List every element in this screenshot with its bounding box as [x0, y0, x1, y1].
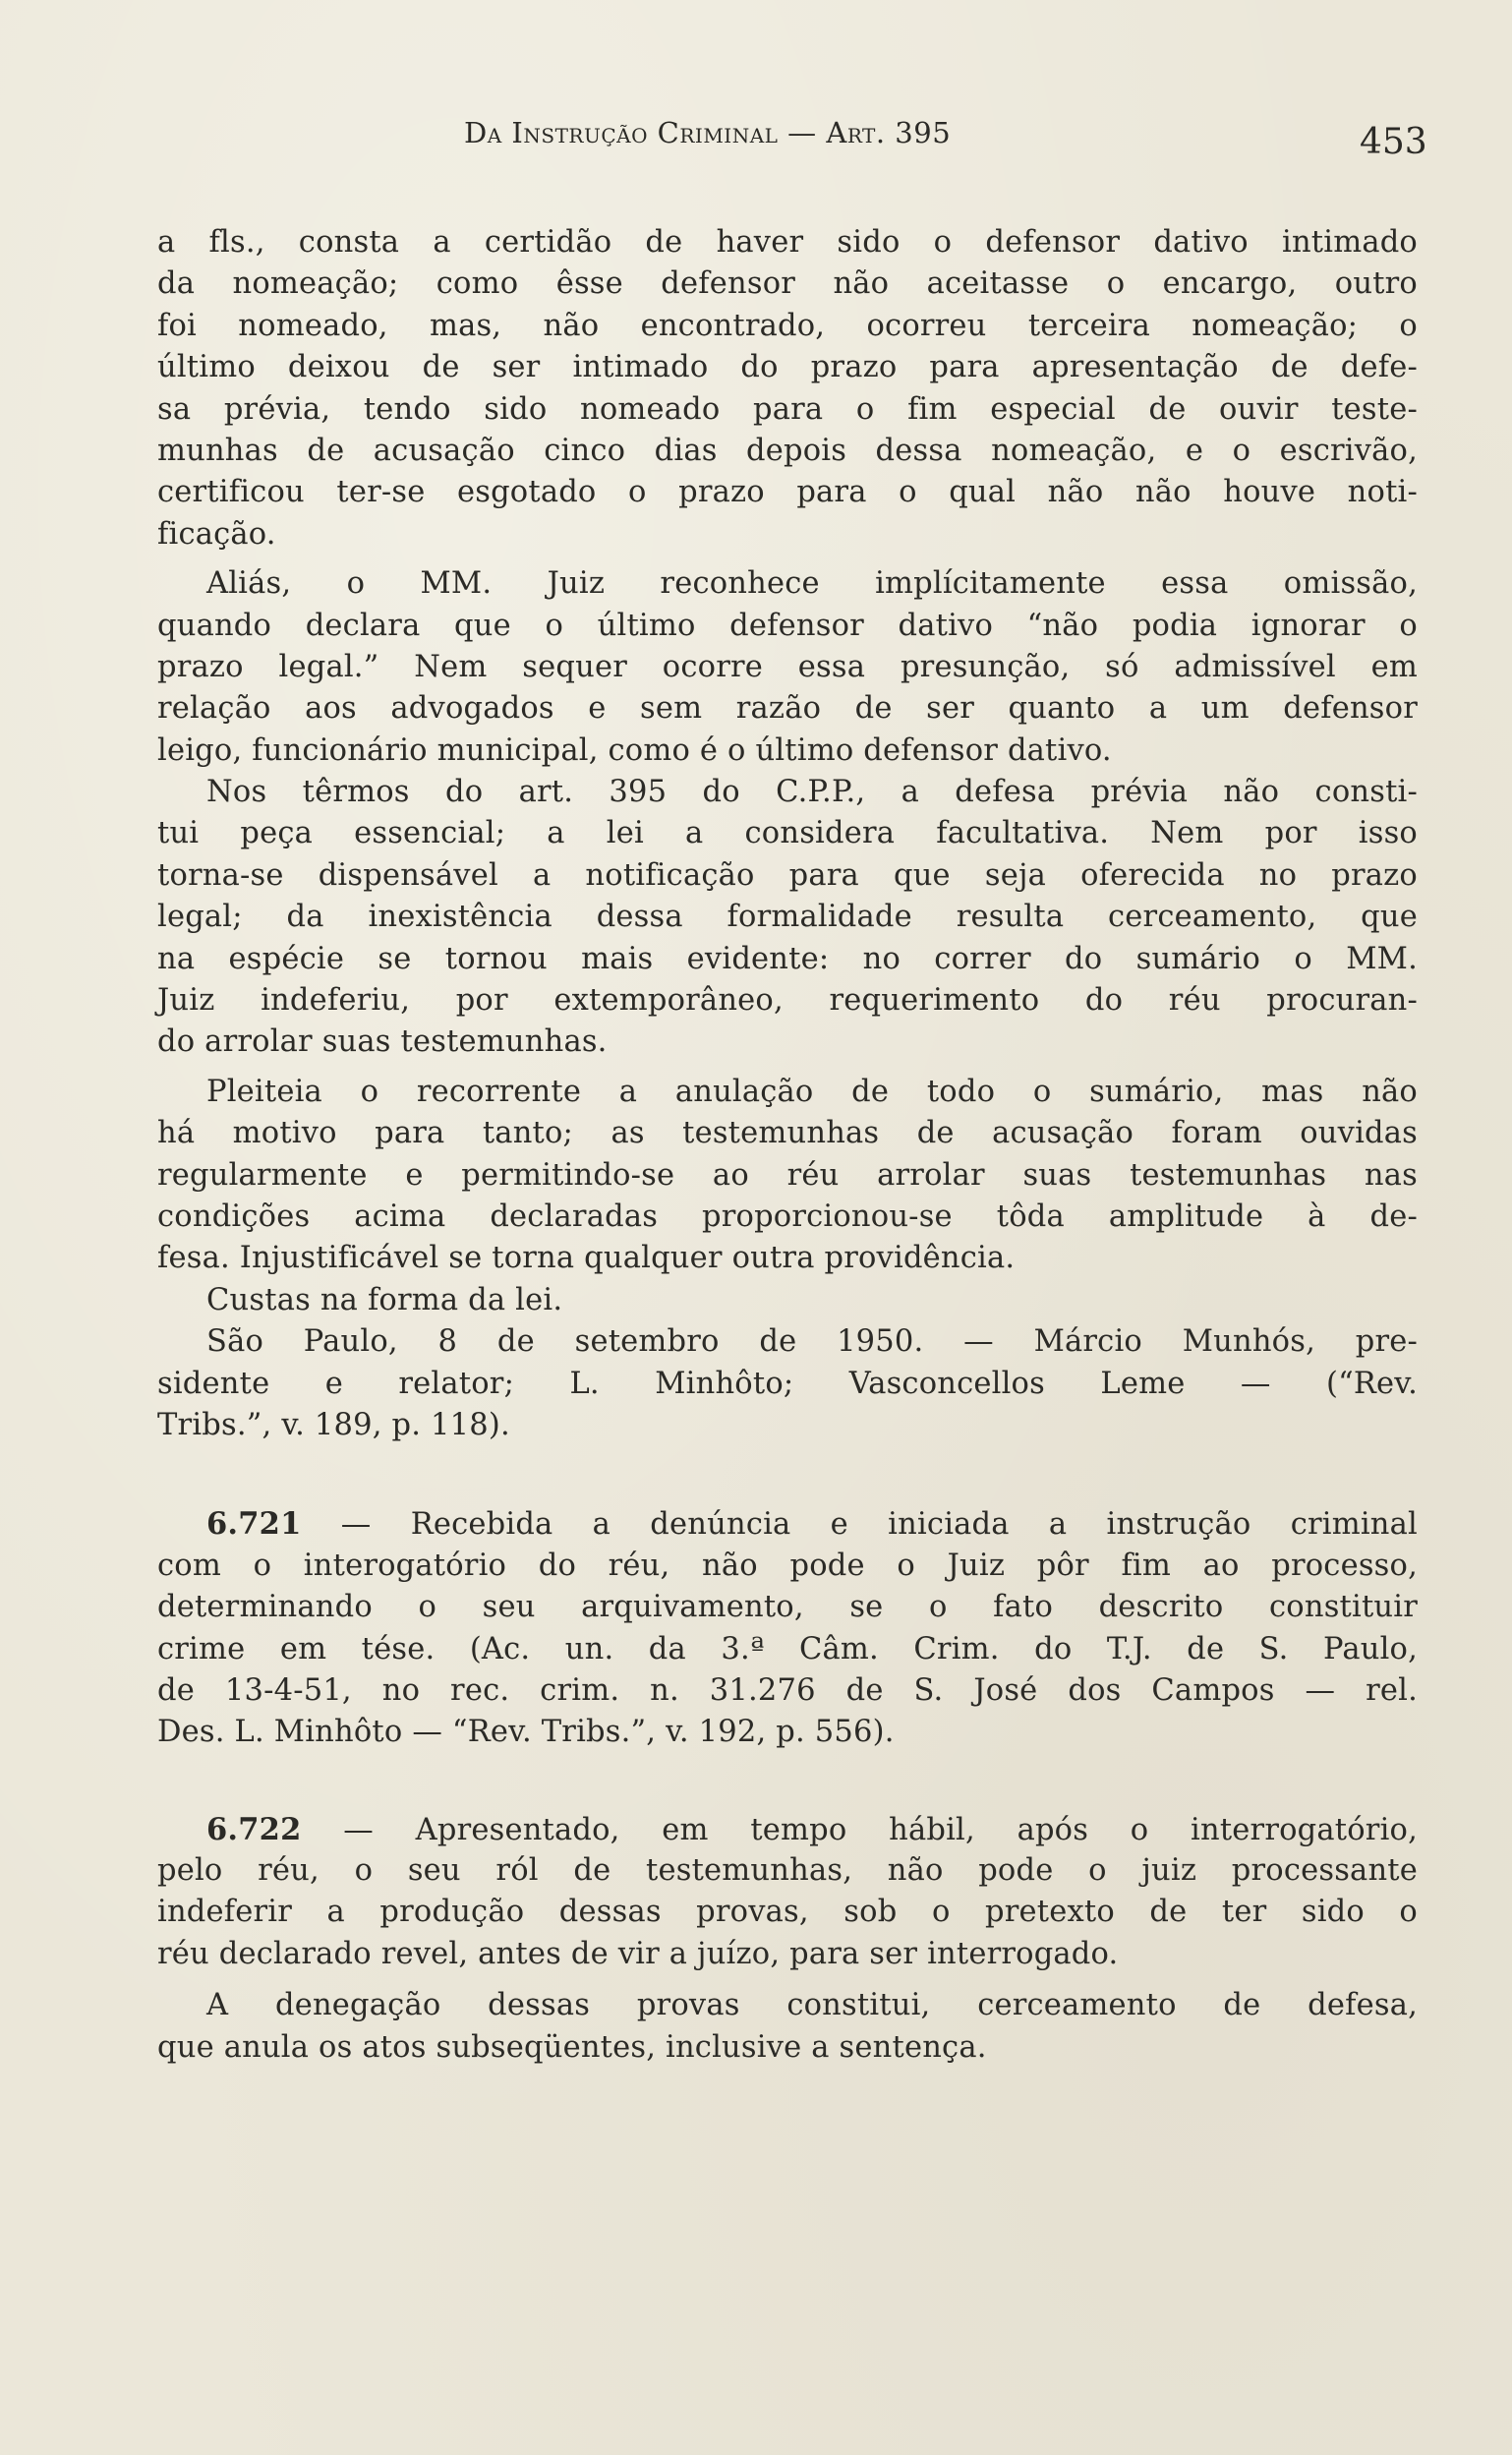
text-line: crime em tése. (Ac. un. da 3.ª Câm. Crim. do T.J. de S. Paulo,	[157, 1631, 1418, 1666]
page-number: 453	[1360, 122, 1427, 162]
text-line: determinando o seu arquivamento, se o fato descrito constituir	[157, 1590, 1418, 1625]
text-line: prazo legal.” Nem sequer ocorre essa presunção, só admissível em	[157, 649, 1418, 684]
entry-number: 6.721	[206, 1506, 302, 1543]
section-gap	[157, 1754, 1418, 1809]
text-line: condições acima declaradas proporcionou-se tôda amplitude à de-	[157, 1198, 1418, 1234]
paragraph	[157, 563, 1418, 772]
text-line: tui peça essencial; a lei a considera facultativa. Nem por isso	[157, 816, 1418, 851]
paragraph	[157, 1321, 1418, 1446]
entry-text: — Recebida a denúncia e iniciada a instrução criminal	[340, 1507, 1418, 1543]
text-line: pelo réu, o seu ról de testemunhas, não pode o juiz processante	[157, 1853, 1418, 1889]
text-line: foi nomeado, mas, não encontrado, ocorreu terceira nomeação; o	[157, 308, 1418, 343]
text-line: Custas na forma da lei.	[206, 1282, 563, 1317]
text-line: fesa. Injustificável se torna qualquer outra providência.	[157, 1241, 1016, 1276]
text-line: Tribs.”, v. 189, p. 118).	[157, 1407, 510, 1442]
text-line: da nomeação; como êsse defensor não aceitasse o encargo, outro	[157, 266, 1418, 302]
text-line: legal; da inexistência dessa formalidade resulta cerceamento, que	[157, 900, 1418, 935]
text-line	[157, 1809, 1418, 1850]
text-line: de 13-4-51, no rec. crim. n. 31.276 de S. José dos Campos — rel.	[157, 1672, 1418, 1708]
running-head: Da Instrução Criminal — Art. 395	[464, 116, 952, 149]
text-line: Pleiteia o recorrente a anulação de todo o sumário, mas não	[206, 1074, 1418, 1109]
body-text	[157, 222, 1418, 2069]
entry-text: — Apresentado, em tempo hábil, após o interrogatório,	[343, 1812, 1418, 1847]
text-line: regularmente e permitindo-se ao réu arrolar suas testemunhas nas	[157, 1157, 1418, 1193]
text-line: do arrolar suas testemunhas.	[157, 1024, 608, 1060]
text-line: a fls., consta a certidão de haver sido o defensor dativo intimado	[157, 225, 1418, 260]
text-line: sa prévia, tendo sido nomeado para o fim especial de ouvir teste-	[157, 391, 1418, 427]
text-line: réu declarado revel, antes de vir a juízo, para ser interrogado.	[157, 1936, 1119, 1971]
text-line: Juiz indeferiu, por extemporâneo, requerimento do réu procuran-	[157, 983, 1418, 1019]
text-line: Des. L. Minhôto — “Rev. Tribs.”, v. 192, p. 556).	[157, 1715, 895, 1750]
text-line: sidente e relator; L. Minhôto; Vasconcellos Leme — (“Rev.	[157, 1366, 1418, 1401]
paragraph	[157, 772, 1418, 1064]
paragraph	[157, 1280, 1418, 1321]
text-line: munhas de acusação cinco dias depois dessa nomeação, e o escrivão,	[157, 433, 1418, 468]
paragraph	[157, 1072, 1418, 1280]
text-line: último deixou de ser intimado do prazo para apresentação de defe-	[157, 350, 1418, 385]
text-line: A denegação dessas provas constitui, cerceamento de defesa,	[206, 1988, 1418, 2023]
section-gap	[157, 1446, 1418, 1503]
text-line: São Paulo, 8 de setembro de 1950. — Márcio Munhós, pre-	[206, 1324, 1418, 1360]
entry-number: 6.722	[206, 1811, 302, 1847]
text-line	[157, 1503, 1418, 1545]
paragraph	[157, 222, 1418, 555]
text-line: Nos têrmos do art. 395 do C.P.P., a defesa prévia não consti-	[206, 775, 1418, 810]
text-line: quando declara que o último defensor dativo “não podia ignorar o	[157, 608, 1418, 643]
text-line: há motivo para tanto; as testemunhas de acusação foram ouvidas	[157, 1116, 1418, 1151]
text-line: ficação.	[157, 516, 276, 552]
text-line: na espécie se tornou mais evidente: no correr do sumário o MM.	[157, 941, 1418, 976]
entry-6722	[157, 1809, 1418, 2069]
text-line: indeferir a produção dessas provas, sob o pretexto de ter sido o	[157, 1895, 1418, 1930]
text-line: relação aos advogados e sem razão de ser quanto a um defensor	[157, 691, 1418, 727]
text-line: Aliás, o MM. Juiz reconhece implícitamente essa omissão,	[206, 566, 1418, 602]
text-line: torna-se dispensável a notificação para que seja oferecida no prazo	[157, 857, 1418, 893]
text-line: leigo, funcionário municipal, como é o último defensor dativo.	[157, 732, 1112, 768]
text-line: que anula os atos subseqüentes, inclusive a sentença.	[157, 2029, 987, 2065]
entry-6721	[157, 1503, 1418, 1753]
text-line: certificou ter-se esgotado o prazo para o qual não não houve noti-	[157, 475, 1418, 510]
text-line: com o interogatório do réu, não pode o Juiz pôr fim ao processo,	[157, 1548, 1418, 1583]
